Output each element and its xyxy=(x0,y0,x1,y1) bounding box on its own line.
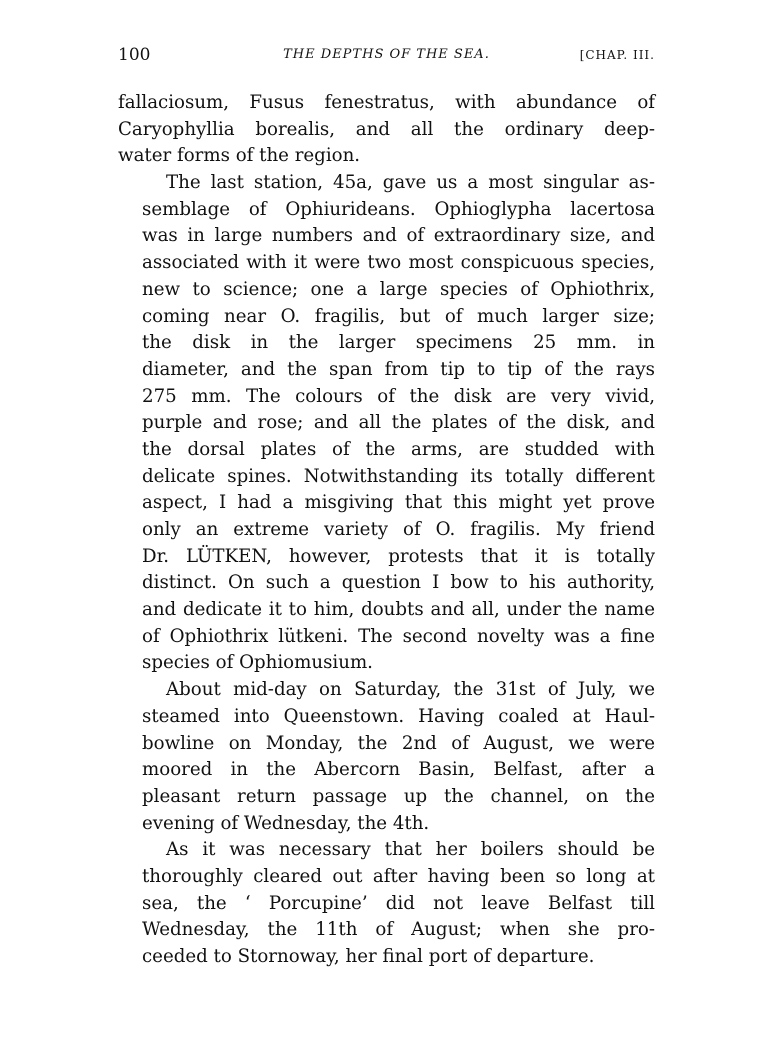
running-header xyxy=(118,40,655,70)
text-line: pleasant return passage up the channel, on the xyxy=(142,785,655,807)
text-line: species of Ophiomusium. xyxy=(142,652,373,674)
text-line: The last station, 45a, gave us a most singular as- xyxy=(166,172,655,194)
text-line: As it was necessary that her boilers should be xyxy=(166,839,655,861)
text-line: About mid-day on Saturday, the 31st of July, we xyxy=(166,679,655,701)
text-line: distinct. On such a question I bow to his authority, xyxy=(142,572,655,594)
text-line: and dedicate it to him, doubts and all, under the name xyxy=(142,599,655,621)
page-number: 100 xyxy=(118,45,151,65)
text-line: coming near O. fragilis, but of much larger size; xyxy=(142,305,655,327)
text-line: bowline on Monday, the 2nd of August, we were xyxy=(142,732,655,754)
text-line: steamed into Queenstown. Having coaled at Haul- xyxy=(142,705,655,727)
running-title: THE DEPTHS OF THE SEA. xyxy=(283,47,490,62)
chapter-label: [CHAP. III. xyxy=(579,48,655,62)
text-line: of Ophiothrix lütkeni. The second novelty was a fine xyxy=(142,625,655,647)
text-line: sea, the ‘ Porcupine’ did not leave Belfast till xyxy=(142,892,655,914)
text-line: fallaciosum, Fusus fenestratus, with abundance of xyxy=(118,92,655,113)
paragraph xyxy=(118,837,655,970)
text-line: 275 mm. The colours of the disk are very vivid, xyxy=(142,385,655,407)
text-line: Caryophyllia borealis, and all the ordinary deep- xyxy=(118,118,655,140)
text-line: ceeded to Stornoway, her final port of departure. xyxy=(142,946,595,967)
text-line: evening of Wednesday, the 4th. xyxy=(142,812,430,834)
text-line: the dorsal plates of the arms, are studded with xyxy=(142,438,655,460)
text-line: water forms of the region. xyxy=(118,145,361,167)
text-line: semblage of Ophiurideans. Ophioglypha lacertosa xyxy=(142,198,655,220)
text-line: associated with it were two most conspicuous species, xyxy=(142,252,655,274)
text-line: was in large numbers and of extraordinary size, and xyxy=(142,225,655,247)
paragraph xyxy=(118,677,655,837)
text-line: thoroughly cleared out after having been so long at xyxy=(142,865,655,887)
text-line: diameter, and the span from tip to tip of the rays xyxy=(142,358,655,380)
paragraph xyxy=(118,170,655,677)
text-line: the disk in the larger specimens 25 mm. in xyxy=(142,332,655,354)
text-line: Wednesday, the 11th of August; when she pro- xyxy=(142,919,655,941)
text-line: moored in the Abercorn Basin, Belfast, after a xyxy=(142,759,655,781)
book-page xyxy=(118,40,655,971)
text-line: purple and rose; and all the plates of the disk, and xyxy=(142,412,655,434)
text-line: only an extreme variety of O. fragilis. My friend xyxy=(142,519,655,540)
text-line: new to science; one a large species of Ophiothrix, xyxy=(142,278,655,300)
text-line: Dr. LÜTKEN, however, protests that it is totally xyxy=(142,545,655,567)
text-line: delicate spines. Notwithstanding its totally different xyxy=(142,465,655,487)
text-line: aspect, I had a misgiving that this might yet prove xyxy=(142,492,655,514)
paragraph xyxy=(118,90,655,170)
body-text xyxy=(118,90,655,971)
